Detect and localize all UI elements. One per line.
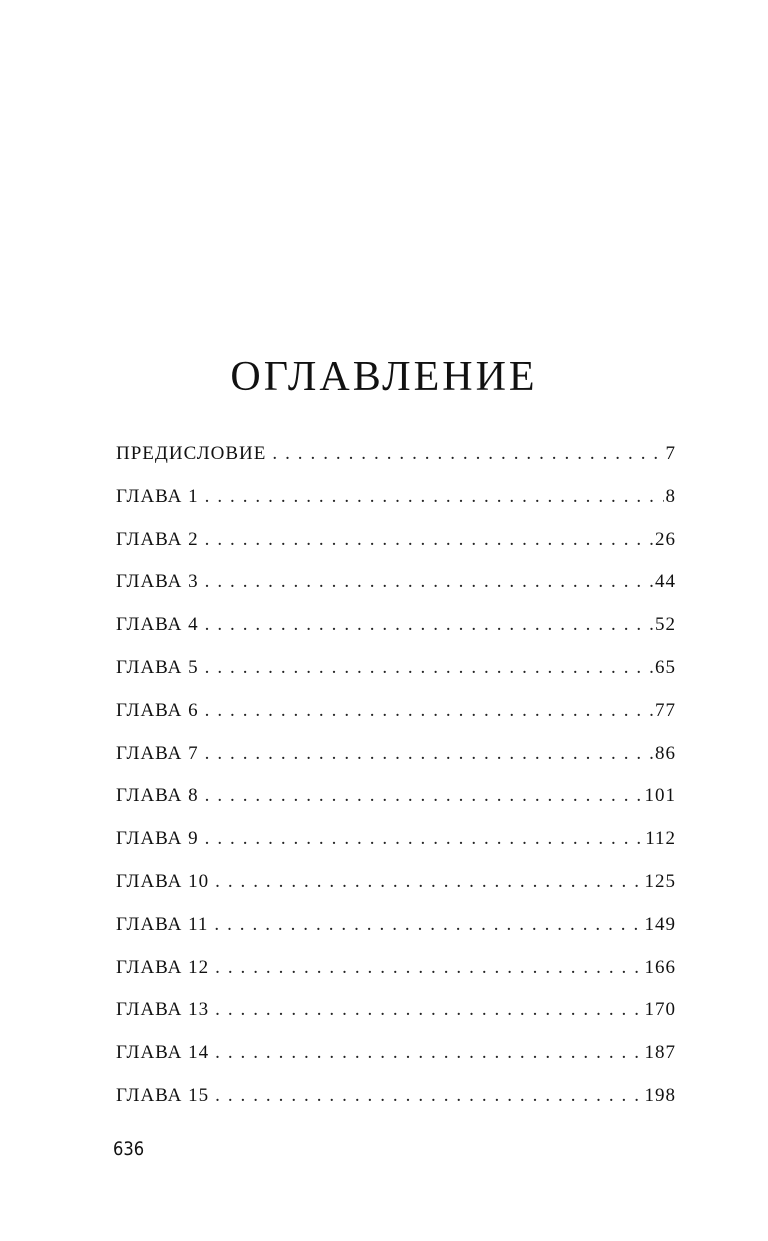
dot-leader	[205, 529, 653, 551]
toc-entry-label: ГЛАВА 8	[116, 785, 199, 807]
toc-entry-label: ПРЕДИСЛОВИЕ	[116, 443, 267, 464]
toc-entry-chapter-15[interactable]	[116, 1085, 676, 1128]
toc-entry-page: 26	[655, 528, 676, 550]
toc-entry-label: ГЛАВА 15	[116, 1084, 210, 1106]
toc-entry-chapter-7[interactable]	[116, 743, 676, 786]
toc-entry-label: ГЛАВА 5	[116, 656, 199, 678]
dot-leader	[205, 486, 664, 508]
toc-entry-label: ГЛАВА 10	[116, 870, 210, 892]
toc-entry-chapter-4[interactable]	[116, 614, 676, 657]
dot-leader	[205, 828, 644, 850]
toc-entry-chapter-3[interactable]	[116, 571, 676, 614]
toc-entry-chapter-1[interactable]	[116, 486, 676, 529]
toc-entry-chapter-6[interactable]	[116, 700, 676, 743]
toc-entry-label: ГЛАВА 2	[116, 528, 199, 550]
toc-entry-label: ГЛАВА 3	[116, 571, 199, 593]
dot-leader	[215, 999, 642, 1021]
table-of-contents	[116, 443, 676, 1128]
toc-entry-page: 65	[655, 656, 676, 678]
dot-leader	[205, 614, 653, 636]
toc-entry-label: ГЛАВА 9	[116, 828, 199, 850]
toc-entry-preface[interactable]	[116, 443, 676, 486]
toc-entry-chapter-11[interactable]	[116, 914, 676, 957]
toc-entry-label: ГЛАВА 14	[116, 1042, 210, 1064]
dot-leader	[215, 957, 642, 979]
toc-entry-page: 8	[665, 485, 676, 507]
toc-entry-label: ГЛАВА 13	[116, 999, 210, 1021]
toc-entry-page: 77	[655, 699, 676, 721]
toc-entry-page: 149	[644, 913, 676, 935]
toc-entry-chapter-12[interactable]	[116, 957, 676, 1000]
toc-entry-page: 187	[644, 1042, 676, 1064]
dot-leader	[205, 657, 653, 679]
dot-leader	[272, 443, 663, 465]
dot-leader	[205, 700, 653, 722]
dot-leader	[215, 1042, 642, 1064]
toc-entry-chapter-9[interactable]	[116, 828, 676, 871]
toc-entry-label: ГЛАВА 4	[116, 614, 199, 636]
toc-entry-label: ГЛАВА 12	[116, 956, 210, 978]
dot-leader	[205, 571, 653, 593]
dot-leader	[215, 871, 642, 893]
toc-entry-page: 101	[644, 785, 676, 807]
dot-leader	[205, 785, 643, 807]
toc-entry-chapter-2[interactable]	[116, 529, 676, 572]
toc-entry-chapter-8[interactable]	[116, 785, 676, 828]
toc-entry-page: 52	[655, 614, 676, 636]
toc-entry-page: 112	[645, 828, 676, 850]
toc-entry-label: ГЛАВА 11	[116, 913, 209, 935]
toc-entry-label: ГЛАВА 6	[116, 699, 199, 721]
page-number: 636	[113, 1138, 145, 1160]
toc-entry-chapter-10[interactable]	[116, 871, 676, 914]
toc-entry-label: ГЛАВА 1	[116, 485, 199, 507]
toc-entry-page: 7	[665, 443, 676, 464]
page-title: ОГЛАВЛЕНИЕ	[230, 354, 538, 400]
toc-entry-page: 86	[655, 742, 676, 764]
toc-entry-page: 125	[644, 870, 676, 892]
toc-entry-chapter-13[interactable]	[116, 999, 676, 1042]
toc-entry-page: 166	[644, 956, 676, 978]
toc-entry-page: 44	[655, 571, 676, 593]
toc-entry-page: 198	[644, 1084, 676, 1106]
toc-entry-page: 170	[644, 999, 676, 1021]
toc-entry-chapter-5[interactable]	[116, 657, 676, 700]
toc-entry-chapter-14[interactable]	[116, 1042, 676, 1085]
dot-leader	[205, 743, 653, 765]
dot-leader	[215, 1085, 642, 1107]
dot-leader	[214, 914, 642, 936]
toc-entry-label: ГЛАВА 7	[116, 742, 199, 764]
